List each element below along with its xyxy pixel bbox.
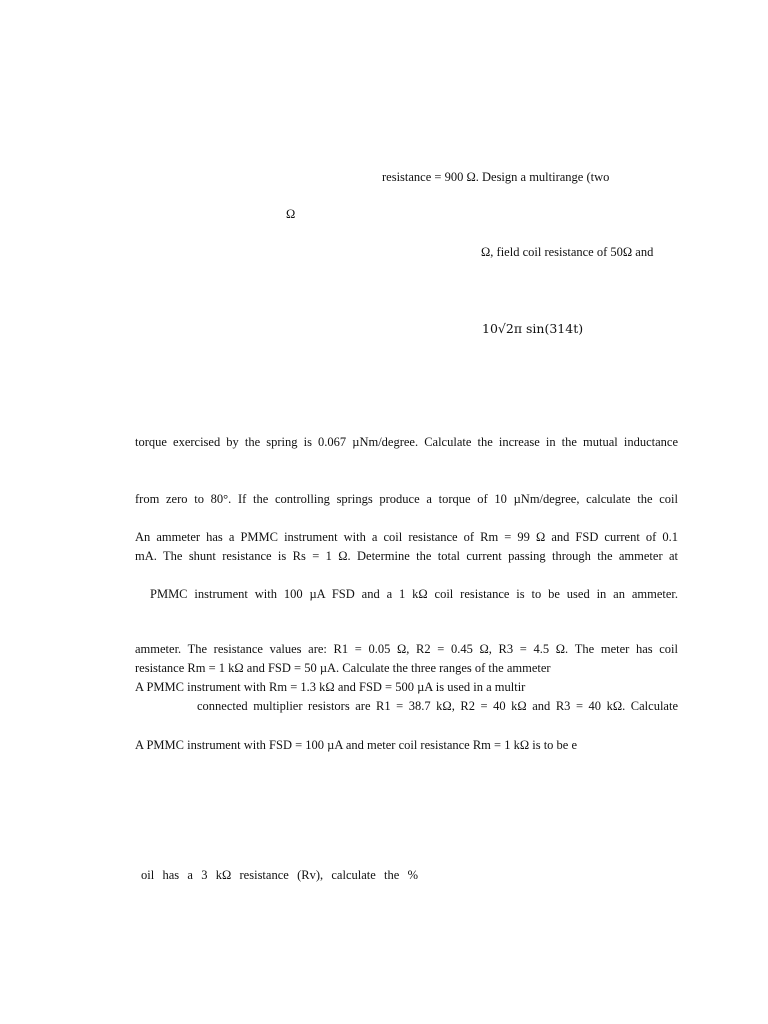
text-line-6: from zero to 80°. If the controlling springs produce a torque of 10 µNm/degree, calculate the coil [135, 492, 678, 506]
text-line-9: PMMC instrument with 100 µA FSD and a 1 kΩ coil resistance is to be used in an ammeter. [150, 587, 678, 601]
text-line-13: connected multiplier resistors are R1 = 38.7 kΩ, R2 = 40 kΩ and R3 = 40 kΩ. Calculate [197, 699, 678, 713]
text-line-3: Ω, field coil resistance of 50Ω and [481, 245, 654, 259]
text-line-7: An ammeter has a PMMC instrument with a coil resistance of Rm = 99 Ω and FSD current of 0.1 [135, 530, 678, 544]
text-line-8: mA. The shunt resistance is Rs = 1 Ω. Determine the total current passing through the ammeter at [135, 549, 678, 563]
text-line-10: ammeter. The resistance values are: R1 = 0.05 Ω, R2 = 0.45 Ω, R3 = 4.5 Ω. The meter has coil [135, 642, 678, 656]
text-line-15: oil has a 3 kΩ resistance (Rv), calculate the % [141, 868, 418, 882]
text-line-14: A PMMC instrument with FSD = 100 µA and meter coil resistance Rm = 1 kΩ is to be e [135, 738, 578, 752]
text-line-12: A PMMC instrument with Rm = 1.3 kΩ and FSD = 500 µA is used in a multir [135, 680, 526, 694]
text-line-1: resistance = 900 Ω. Design a multirange (two [382, 170, 610, 184]
text-line-5: torque exercised by the spring is 0.067 µNm/degree. Calculate the increase in the mutual inductance [135, 435, 678, 449]
text-line-2: Ω [286, 207, 296, 221]
text-line-11: resistance Rm = 1 kΩ and FSD = 50 µA. Calculate the three ranges of the ammeter [135, 661, 551, 675]
math-expression: 10√2π sin(314t) [482, 321, 584, 336]
